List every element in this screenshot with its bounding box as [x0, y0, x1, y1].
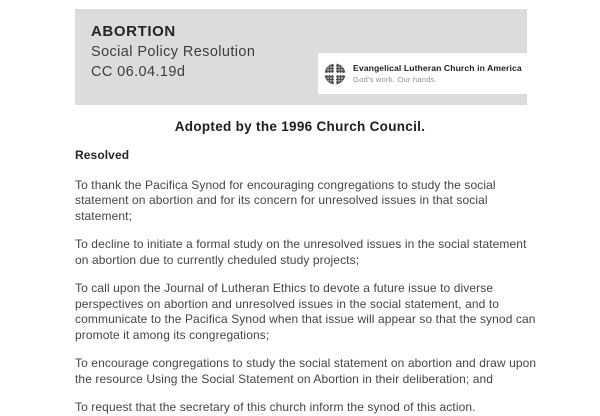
document-title: ABORTION: [91, 23, 176, 40]
org-tagline: God's work. Our hands.: [353, 75, 437, 85]
org-name: Evangelical Lutheran Church in America: [353, 62, 522, 73]
resolution-paragraph: To call upon the Journal of Lutheran Ethics to devote a future issue to diverse perspectives on abortion and unresolved issues in the social statement, and to communicate to the Pacifica Synod when that issue will appear so that the synod can promote it among its congregations;: [75, 281, 536, 342]
resolution-paragraph: To decline to initiate a formal study on the unresolved issues in the social statement on abortion due to currently cheduled study projects;: [75, 237, 527, 267]
resolution-body: [75, 148, 540, 416]
resolution-paragraph: To thank the Pacifica Synod for encouraging congregations to study the social statement on abortion and for its concern for unresolved issues in that social statement;: [75, 177, 496, 223]
resolution-paragraph: To request that the secretary of this church inform the synod of this action.: [75, 400, 476, 414]
document-number: CC 06.04.19d: [91, 64, 186, 80]
adoption-heading: Adopted by the 1996 Church Council.: [174, 119, 426, 134]
resolution-paragraph: To encourage congregations to study the social statement on abortion and draw upon the resource Using the Social Statement on Abortion in their deliberation; and: [75, 356, 537, 386]
elca-logo-box: [318, 53, 542, 94]
document-subtitle: Social Policy Resolution: [91, 44, 256, 60]
elca-logo-text: [353, 63, 522, 85]
elca-emblem-icon: [324, 63, 346, 85]
resolved-label: Resolved: [75, 148, 130, 162]
